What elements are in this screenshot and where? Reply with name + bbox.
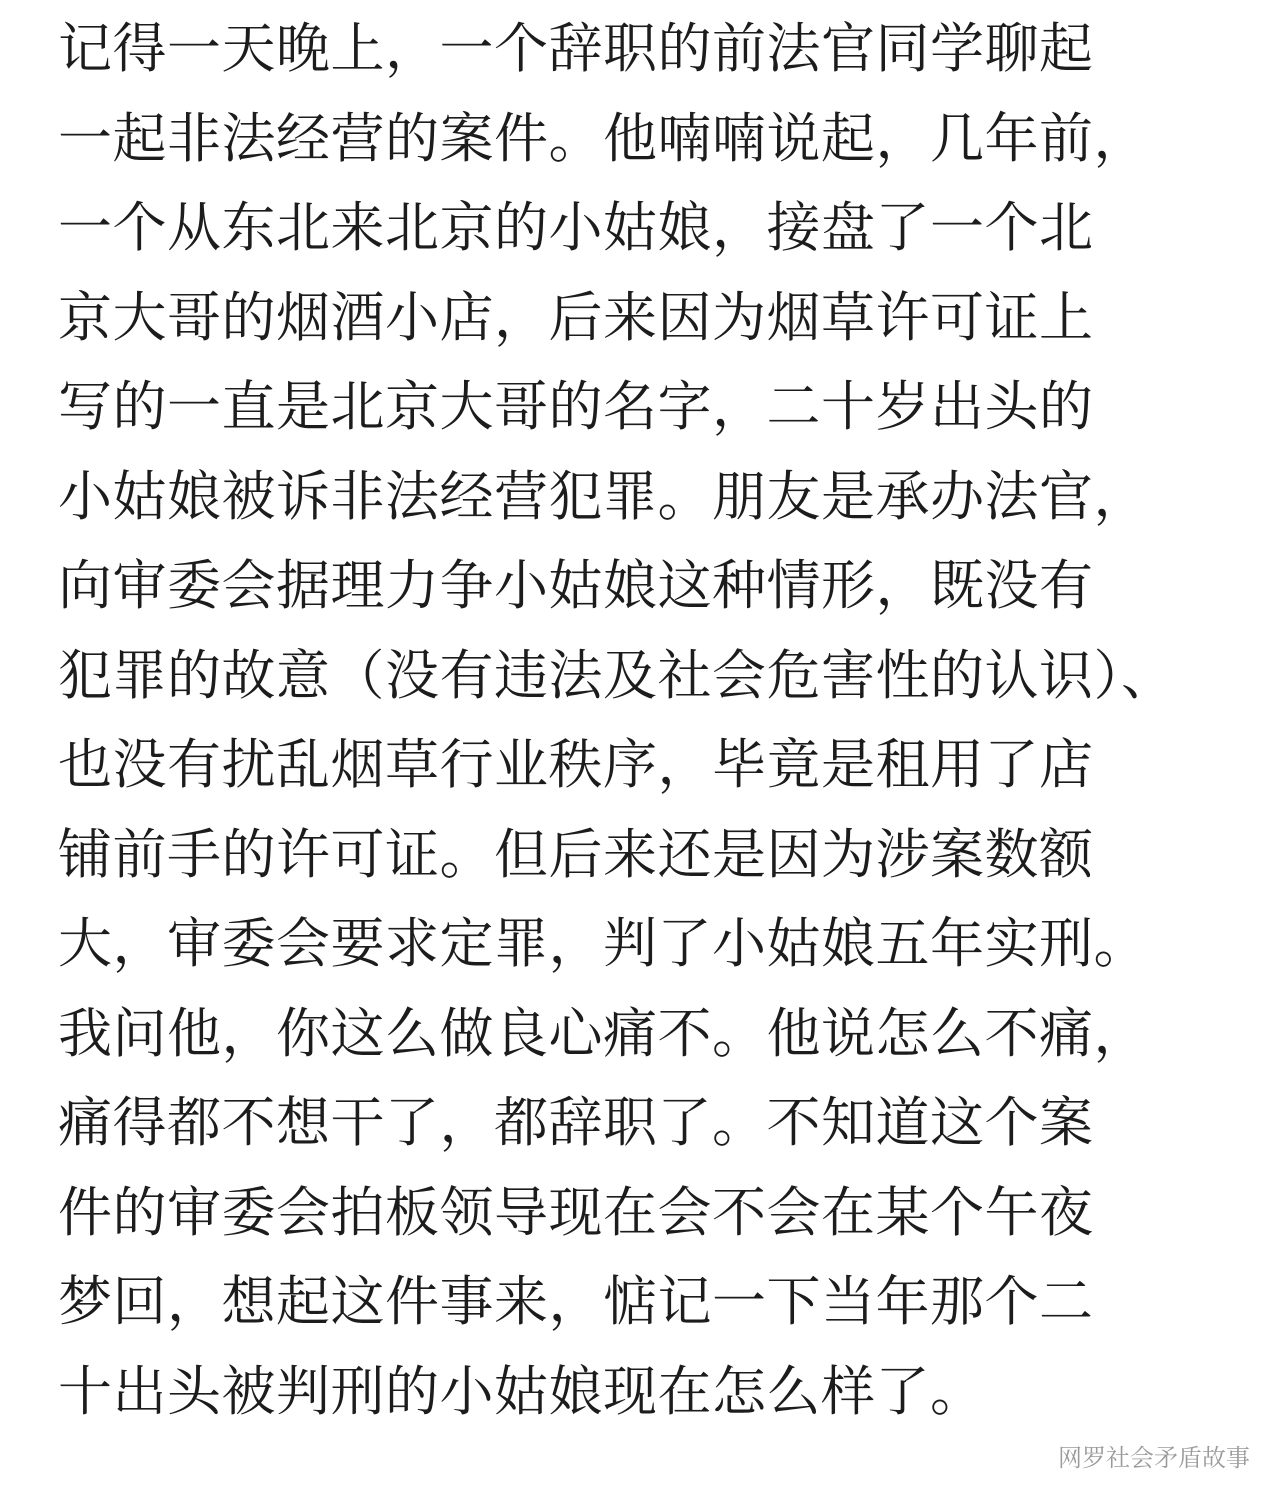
text-line-10: 铺前手的许可证。但后来还是因为涉案数额 <box>58 822 1094 886</box>
article-text <box>58 4 1218 1436</box>
text-line-1: 记得一天晚上，一个辞职的前法官同学聊起 <box>58 17 1094 80</box>
text-line-4: 京大哥的烟酒小店，后来因为烟草许可证上 <box>58 285 1094 349</box>
text-line-5: 写的一直是北京大哥的名字，二十岁出头的 <box>58 375 1094 438</box>
text-line-3: 一个从东北来北京的小姑娘，接盘了一个北 <box>58 196 1094 259</box>
text-line-8: 犯罪的故意（没有违法及社会危害性的认识）、 <box>58 643 1176 707</box>
text-line-14: 件的审委会拍板领导现在会不会在某个午夜 <box>58 1180 1094 1244</box>
text-line-2: 一起非法经营的案件。他喃喃说起，几年前， <box>58 106 1148 170</box>
text-line-7: 向审委会据理力争小姑娘这种情形，既没有 <box>58 554 1094 617</box>
watermark: 网罗社会矛盾故事 <box>1058 1444 1250 1472</box>
text-line-6: 小姑娘被诉非法经营犯罪。朋友是承办法官， <box>58 464 1148 528</box>
text-line-16: 十出头被判刑的小姑娘现在怎么样了。 <box>58 1359 985 1423</box>
text-line-11: 大，审委会要求定罪，判了小姑娘五年实刑。 <box>58 912 1148 975</box>
text-line-9: 也没有扰乱烟草行业秩序，毕竟是租用了店 <box>58 733 1094 796</box>
text-line-13: 痛得都不想干了，都辞职了。不知道这个案 <box>58 1091 1094 1154</box>
text-line-15: 梦回，想起这件事来，惦记一下当年那个二 <box>58 1270 1094 1333</box>
text-line-12: 我问他，你这么做良心痛不。他说怎么不痛， <box>58 1001 1148 1065</box>
